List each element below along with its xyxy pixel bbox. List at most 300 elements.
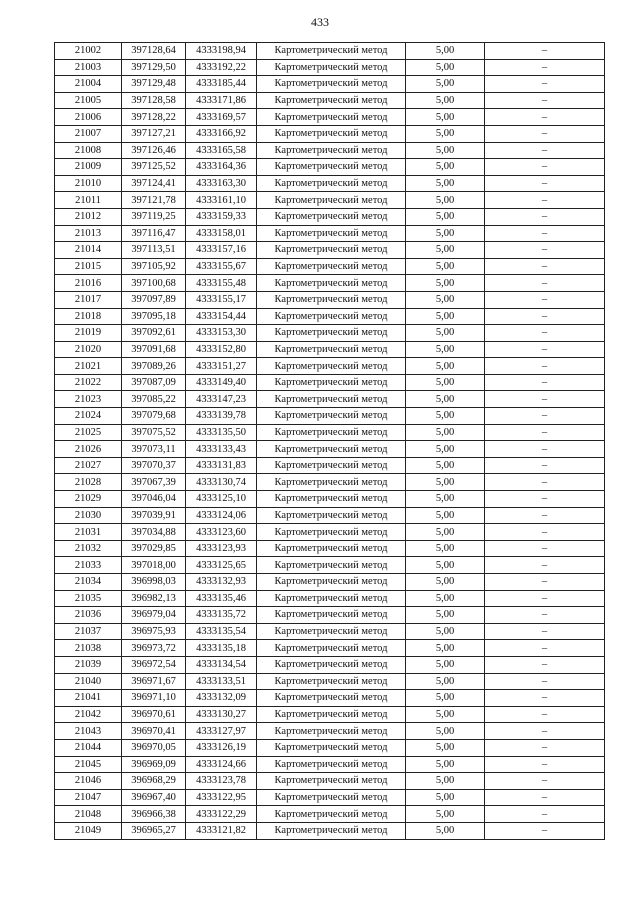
note-cell: – [485, 325, 605, 342]
page-number: 433 [311, 15, 329, 29]
accuracy-cell: 5,00 [406, 607, 485, 624]
point-number-cell: 21026 [55, 441, 122, 458]
coordinate-x-cell: 396979,04 [122, 607, 186, 624]
coordinate-x-cell: 396969,09 [122, 756, 186, 773]
point-number-cell: 21016 [55, 275, 122, 292]
accuracy-cell: 5,00 [406, 690, 485, 707]
point-number-cell: 21010 [55, 175, 122, 192]
method-cell: Картометрический метод [257, 574, 406, 591]
note-cell: – [485, 291, 605, 308]
coordinate-x-cell: 397116,47 [122, 225, 186, 242]
point-number-cell: 21027 [55, 457, 122, 474]
coordinate-x-cell: 397097,89 [122, 291, 186, 308]
note-cell: – [485, 557, 605, 574]
coordinate-x-cell: 397091,68 [122, 341, 186, 358]
note-cell: – [485, 391, 605, 408]
point-number-cell: 21034 [55, 574, 122, 591]
coordinates-table-body [55, 43, 605, 840]
note-cell: – [485, 574, 605, 591]
accuracy-cell: 5,00 [406, 457, 485, 474]
point-number-cell: 21017 [55, 291, 122, 308]
method-cell: Картометрический метод [257, 242, 406, 259]
accuracy-cell: 5,00 [406, 258, 485, 275]
method-cell: Картометрический метод [257, 607, 406, 624]
table-row [55, 557, 605, 574]
method-cell: Картометрический метод [257, 159, 406, 176]
method-cell: Картометрический метод [257, 92, 406, 109]
note-cell: – [485, 773, 605, 790]
table-row [55, 92, 605, 109]
point-number-cell: 21005 [55, 92, 122, 109]
note-cell: – [485, 739, 605, 756]
method-cell: Картометрический метод [257, 291, 406, 308]
method-cell: Картометрический метод [257, 391, 406, 408]
point-number-cell: 21043 [55, 723, 122, 740]
coordinate-x-cell: 397087,09 [122, 374, 186, 391]
coordinate-y-cell: 4333185,44 [186, 76, 257, 93]
method-cell: Картометрический метод [257, 43, 406, 60]
table-row [55, 125, 605, 142]
point-number-cell: 21006 [55, 109, 122, 126]
coordinate-x-cell: 397129,50 [122, 59, 186, 76]
coordinate-x-cell: 397092,61 [122, 325, 186, 342]
coordinate-x-cell: 397089,26 [122, 358, 186, 375]
coordinate-y-cell: 4333134,54 [186, 656, 257, 673]
note-cell: – [485, 76, 605, 93]
coordinate-y-cell: 4333147,23 [186, 391, 257, 408]
coordinate-y-cell: 4333192,22 [186, 59, 257, 76]
coordinate-x-cell: 397126,46 [122, 142, 186, 159]
point-number-cell: 21041 [55, 690, 122, 707]
coordinate-x-cell: 397095,18 [122, 308, 186, 325]
coordinate-y-cell: 4333135,46 [186, 590, 257, 607]
note-cell: – [485, 258, 605, 275]
table-row [55, 773, 605, 790]
coordinate-x-cell: 396971,10 [122, 690, 186, 707]
coordinate-y-cell: 4333158,01 [186, 225, 257, 242]
table-row [55, 358, 605, 375]
method-cell: Картометрический метод [257, 208, 406, 225]
table-row [55, 408, 605, 425]
accuracy-cell: 5,00 [406, 142, 485, 159]
note-cell: – [485, 524, 605, 541]
note-cell: – [485, 806, 605, 823]
accuracy-cell: 5,00 [406, 656, 485, 673]
table-row [55, 607, 605, 624]
accuracy-cell: 5,00 [406, 590, 485, 607]
table-row [55, 291, 605, 308]
method-cell: Картометрический метод [257, 524, 406, 541]
method-cell: Картометрический метод [257, 773, 406, 790]
table-row [55, 789, 605, 806]
coordinate-y-cell: 4333152,80 [186, 341, 257, 358]
note-cell: – [485, 424, 605, 441]
accuracy-cell: 5,00 [406, 242, 485, 259]
table-row [55, 524, 605, 541]
table-row [55, 590, 605, 607]
note-cell: – [485, 208, 605, 225]
accuracy-cell: 5,00 [406, 308, 485, 325]
coordinate-y-cell: 4333159,33 [186, 208, 257, 225]
coordinate-y-cell: 4333123,78 [186, 773, 257, 790]
accuracy-cell: 5,00 [406, 125, 485, 142]
coordinate-y-cell: 4333125,65 [186, 557, 257, 574]
point-number-cell: 21012 [55, 208, 122, 225]
accuracy-cell: 5,00 [406, 92, 485, 109]
coordinate-x-cell: 396968,29 [122, 773, 186, 790]
method-cell: Картометрический метод [257, 491, 406, 508]
coordinate-y-cell: 4333123,60 [186, 524, 257, 541]
note-cell: – [485, 623, 605, 640]
coordinate-y-cell: 4333124,66 [186, 756, 257, 773]
method-cell: Картометрический метод [257, 789, 406, 806]
point-number-cell: 21036 [55, 607, 122, 624]
coordinate-x-cell: 397075,52 [122, 424, 186, 441]
table-row [55, 325, 605, 342]
coordinate-x-cell: 397039,91 [122, 507, 186, 524]
point-number-cell: 21014 [55, 242, 122, 259]
accuracy-cell: 5,00 [406, 109, 485, 126]
method-cell: Картометрический метод [257, 656, 406, 673]
accuracy-cell: 5,00 [406, 474, 485, 491]
coordinates-table [54, 42, 605, 840]
point-number-cell: 21019 [55, 325, 122, 342]
coordinate-y-cell: 4333124,06 [186, 507, 257, 524]
method-cell: Картометрический метод [257, 341, 406, 358]
table-row [55, 374, 605, 391]
coordinate-y-cell: 4333198,94 [186, 43, 257, 60]
coordinate-y-cell: 4333133,43 [186, 441, 257, 458]
method-cell: Картометрический метод [257, 640, 406, 657]
point-number-cell: 21020 [55, 341, 122, 358]
coordinate-y-cell: 4333165,58 [186, 142, 257, 159]
coordinate-y-cell: 4333125,10 [186, 491, 257, 508]
note-cell: – [485, 242, 605, 259]
coordinate-x-cell: 397128,64 [122, 43, 186, 60]
coordinate-x-cell: 397129,48 [122, 76, 186, 93]
coordinate-x-cell: 397085,22 [122, 391, 186, 408]
table-row [55, 192, 605, 209]
table-row [55, 690, 605, 707]
table-row [55, 723, 605, 740]
note-cell: – [485, 92, 605, 109]
coordinate-y-cell: 4333126,19 [186, 739, 257, 756]
point-number-cell: 21030 [55, 507, 122, 524]
coordinate-y-cell: 4333131,83 [186, 457, 257, 474]
note-cell: – [485, 789, 605, 806]
coordinate-y-cell: 4333132,09 [186, 690, 257, 707]
accuracy-cell: 5,00 [406, 374, 485, 391]
coordinate-x-cell: 397067,39 [122, 474, 186, 491]
table-row [55, 76, 605, 93]
method-cell: Картометрический метод [257, 690, 406, 707]
point-number-cell: 21007 [55, 125, 122, 142]
accuracy-cell: 5,00 [406, 640, 485, 657]
accuracy-cell: 5,00 [406, 391, 485, 408]
accuracy-cell: 5,00 [406, 208, 485, 225]
method-cell: Картометрический метод [257, 474, 406, 491]
point-number-cell: 21042 [55, 706, 122, 723]
point-number-cell: 21028 [55, 474, 122, 491]
table-row [55, 491, 605, 508]
note-cell: – [485, 225, 605, 242]
note-cell: – [485, 358, 605, 375]
accuracy-cell: 5,00 [406, 623, 485, 640]
accuracy-cell: 5,00 [406, 76, 485, 93]
method-cell: Картометрический метод [257, 275, 406, 292]
coordinate-x-cell: 396970,05 [122, 739, 186, 756]
table-row [55, 308, 605, 325]
coordinate-x-cell: 396965,27 [122, 822, 186, 839]
accuracy-cell: 5,00 [406, 192, 485, 209]
table-row [55, 225, 605, 242]
point-number-cell: 21002 [55, 43, 122, 60]
point-number-cell: 21018 [55, 308, 122, 325]
point-number-cell: 21025 [55, 424, 122, 441]
table-row [55, 159, 605, 176]
method-cell: Картометрический метод [257, 507, 406, 524]
note-cell: – [485, 142, 605, 159]
coordinate-x-cell: 396970,41 [122, 723, 186, 740]
note-cell: – [485, 175, 605, 192]
table-row [55, 656, 605, 673]
method-cell: Картометрический метод [257, 424, 406, 441]
method-cell: Картометрический метод [257, 739, 406, 756]
note-cell: – [485, 540, 605, 557]
table-row [55, 208, 605, 225]
method-cell: Картометрический метод [257, 822, 406, 839]
method-cell: Картометрический метод [257, 723, 406, 740]
note-cell: – [485, 408, 605, 425]
table-row [55, 109, 605, 126]
coordinate-y-cell: 4333153,30 [186, 325, 257, 342]
table-row [55, 540, 605, 557]
note-cell: – [485, 607, 605, 624]
method-cell: Картометрический метод [257, 225, 406, 242]
note-cell: – [485, 125, 605, 142]
coordinate-x-cell: 397034,88 [122, 524, 186, 541]
point-number-cell: 21039 [55, 656, 122, 673]
coordinate-y-cell: 4333169,57 [186, 109, 257, 126]
method-cell: Картометрический метод [257, 623, 406, 640]
accuracy-cell: 5,00 [406, 159, 485, 176]
note-cell: – [485, 441, 605, 458]
table-row [55, 474, 605, 491]
coordinate-y-cell: 4333135,18 [186, 640, 257, 657]
table-row [55, 43, 605, 60]
coordinate-y-cell: 4333154,44 [186, 308, 257, 325]
point-number-cell: 21024 [55, 408, 122, 425]
note-cell: – [485, 491, 605, 508]
accuracy-cell: 5,00 [406, 739, 485, 756]
point-number-cell: 21029 [55, 491, 122, 508]
method-cell: Картометрический метод [257, 457, 406, 474]
method-cell: Картометрический метод [257, 441, 406, 458]
coordinate-x-cell: 397127,21 [122, 125, 186, 142]
note-cell: – [485, 374, 605, 391]
coordinate-y-cell: 4333171,86 [186, 92, 257, 109]
accuracy-cell: 5,00 [406, 524, 485, 541]
coordinate-x-cell: 397079,68 [122, 408, 186, 425]
coordinate-y-cell: 4333157,16 [186, 242, 257, 259]
note-cell: – [485, 673, 605, 690]
table-row [55, 806, 605, 823]
coordinate-x-cell: 396970,61 [122, 706, 186, 723]
point-number-cell: 21009 [55, 159, 122, 176]
accuracy-cell: 5,00 [406, 540, 485, 557]
method-cell: Картометрический метод [257, 673, 406, 690]
coordinate-y-cell: 4333149,40 [186, 374, 257, 391]
note-cell: – [485, 640, 605, 657]
coordinate-y-cell: 4333127,97 [186, 723, 257, 740]
note-cell: – [485, 690, 605, 707]
method-cell: Картометрический метод [257, 142, 406, 159]
table-row [55, 391, 605, 408]
point-number-cell: 21004 [55, 76, 122, 93]
method-cell: Картометрический метод [257, 125, 406, 142]
coordinate-x-cell: 397128,22 [122, 109, 186, 126]
accuracy-cell: 5,00 [406, 441, 485, 458]
coordinate-x-cell: 396971,67 [122, 673, 186, 690]
note-cell: – [485, 706, 605, 723]
coordinate-x-cell: 397029,85 [122, 540, 186, 557]
point-number-cell: 21049 [55, 822, 122, 839]
accuracy-cell: 5,00 [406, 225, 485, 242]
table-row [55, 706, 605, 723]
point-number-cell: 21038 [55, 640, 122, 657]
coordinate-y-cell: 4333161,10 [186, 192, 257, 209]
point-number-cell: 21033 [55, 557, 122, 574]
coordinate-y-cell: 4333139,78 [186, 408, 257, 425]
method-cell: Картометрический метод [257, 756, 406, 773]
coordinate-y-cell: 4333155,17 [186, 291, 257, 308]
accuracy-cell: 5,00 [406, 723, 485, 740]
coordinate-y-cell: 4333135,72 [186, 607, 257, 624]
table-row [55, 822, 605, 839]
accuracy-cell: 5,00 [406, 291, 485, 308]
table-row [55, 640, 605, 657]
method-cell: Картометрический метод [257, 175, 406, 192]
table-row [55, 341, 605, 358]
coordinate-x-cell: 396967,40 [122, 789, 186, 806]
table-row [55, 739, 605, 756]
point-number-cell: 21047 [55, 789, 122, 806]
coordinate-y-cell: 4333123,93 [186, 540, 257, 557]
coordinate-y-cell: 4333166,92 [186, 125, 257, 142]
table-row [55, 142, 605, 159]
note-cell: – [485, 275, 605, 292]
point-number-cell: 21048 [55, 806, 122, 823]
accuracy-cell: 5,00 [406, 789, 485, 806]
point-number-cell: 21032 [55, 540, 122, 557]
accuracy-cell: 5,00 [406, 341, 485, 358]
accuracy-cell: 5,00 [406, 275, 485, 292]
point-number-cell: 21008 [55, 142, 122, 159]
note-cell: – [485, 822, 605, 839]
coordinate-x-cell: 397046,04 [122, 491, 186, 508]
coordinate-x-cell: 397018,00 [122, 557, 186, 574]
note-cell: – [485, 507, 605, 524]
coordinate-y-cell: 4333122,29 [186, 806, 257, 823]
note-cell: – [485, 756, 605, 773]
coordinate-y-cell: 4333133,51 [186, 673, 257, 690]
coordinate-x-cell: 397073,11 [122, 441, 186, 458]
note-cell: – [485, 590, 605, 607]
method-cell: Картометрический метод [257, 806, 406, 823]
point-number-cell: 21015 [55, 258, 122, 275]
coordinate-x-cell: 397119,25 [122, 208, 186, 225]
point-number-cell: 21045 [55, 756, 122, 773]
coordinate-x-cell: 397125,52 [122, 159, 186, 176]
coordinate-y-cell: 4333135,50 [186, 424, 257, 441]
accuracy-cell: 5,00 [406, 822, 485, 839]
point-number-cell: 21011 [55, 192, 122, 209]
table-row [55, 441, 605, 458]
accuracy-cell: 5,00 [406, 557, 485, 574]
method-cell: Картометрический метод [257, 325, 406, 342]
coordinate-y-cell: 4333163,30 [186, 175, 257, 192]
table-row [55, 275, 605, 292]
coordinate-x-cell: 396972,54 [122, 656, 186, 673]
accuracy-cell: 5,00 [406, 408, 485, 425]
method-cell: Картометрический метод [257, 374, 406, 391]
table-row [55, 756, 605, 773]
method-cell: Картометрический метод [257, 192, 406, 209]
accuracy-cell: 5,00 [406, 358, 485, 375]
coordinate-x-cell: 397100,68 [122, 275, 186, 292]
point-number-cell: 21021 [55, 358, 122, 375]
method-cell: Картометрический метод [257, 590, 406, 607]
accuracy-cell: 5,00 [406, 175, 485, 192]
coordinate-y-cell: 4333122,95 [186, 789, 257, 806]
coordinate-x-cell: 397124,41 [122, 175, 186, 192]
accuracy-cell: 5,00 [406, 806, 485, 823]
point-number-cell: 21044 [55, 739, 122, 756]
coordinate-x-cell: 396982,13 [122, 590, 186, 607]
accuracy-cell: 5,00 [406, 325, 485, 342]
note-cell: – [485, 723, 605, 740]
point-number-cell: 21003 [55, 59, 122, 76]
method-cell: Картометрический метод [257, 408, 406, 425]
accuracy-cell: 5,00 [406, 507, 485, 524]
note-cell: – [485, 474, 605, 491]
coordinate-x-cell: 397128,58 [122, 92, 186, 109]
method-cell: Картометрический метод [257, 540, 406, 557]
coordinate-x-cell: 396973,72 [122, 640, 186, 657]
note-cell: – [485, 192, 605, 209]
table-row [55, 242, 605, 259]
method-cell: Картометрический метод [257, 258, 406, 275]
note-cell: – [485, 308, 605, 325]
coordinate-x-cell: 397070,37 [122, 457, 186, 474]
note-cell: – [485, 341, 605, 358]
point-number-cell: 21046 [55, 773, 122, 790]
coordinate-y-cell: 4333151,27 [186, 358, 257, 375]
table-row [55, 507, 605, 524]
note-cell: – [485, 656, 605, 673]
coordinate-y-cell: 4333121,82 [186, 822, 257, 839]
note-cell: – [485, 159, 605, 176]
coordinate-y-cell: 4333130,27 [186, 706, 257, 723]
method-cell: Картометрический метод [257, 109, 406, 126]
table-row [55, 59, 605, 76]
note-cell: – [485, 59, 605, 76]
accuracy-cell: 5,00 [406, 706, 485, 723]
method-cell: Картометрический метод [257, 706, 406, 723]
point-number-cell: 21031 [55, 524, 122, 541]
method-cell: Картометрический метод [257, 59, 406, 76]
coordinate-y-cell: 4333135,54 [186, 623, 257, 640]
